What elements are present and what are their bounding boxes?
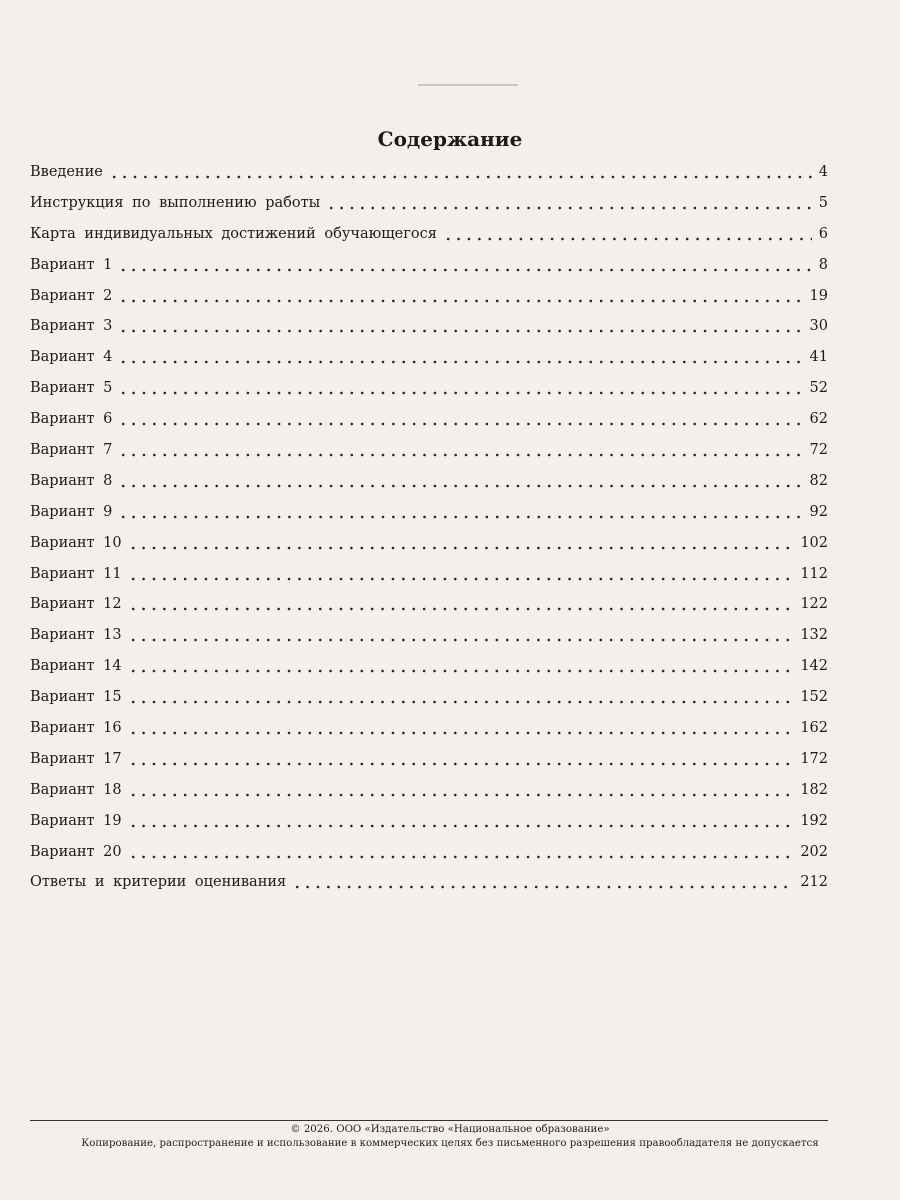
toc-entry-label: Вариант 6 [30,411,113,428]
toc-dot-leader [128,535,795,550]
toc-entry-label: Вариант 1 [30,256,113,273]
toc-entry [30,716,828,747]
table-of-contents [30,160,828,901]
toc-entry-label: Вариант 15 [30,689,122,706]
toc-entry [30,809,828,840]
toc-entry [30,284,828,315]
toc-dot-leader [118,443,803,458]
toc-entry-label: Вариант 9 [30,503,113,520]
toc-entry-label: Инструкция по выполнению работы [30,194,321,211]
toc-entry-page-number: 5 [818,194,828,211]
toc-entry-label: Вариант 5 [30,380,113,397]
toc-entry-page-number: 152 [800,689,828,706]
toc-entry-label: Вариант 11 [30,565,122,582]
toc-entry-label: Вариант 17 [30,750,122,767]
toc-entry-page-number: 182 [800,781,828,798]
toc-entry-page-number: 132 [800,627,828,644]
footer-notice: Копирование, распространение и использование в коммерческих целях без письменного разрешения правообладателя не допускается [81,1138,819,1149]
toc-entry-page-number: 212 [800,874,828,891]
footer-divider [30,1120,828,1121]
toc-entry [30,592,828,623]
toc-entry-label: Карта индивидуальных достижений обучающегося [30,225,437,242]
toc-entry-page-number: 41 [809,349,828,366]
toc-entry-page-number: 102 [800,534,828,551]
toc-dot-leader [326,195,812,210]
toc-entry-page-number: 142 [800,658,828,675]
toc-entry [30,376,828,407]
toc-entry-label: Введение [30,164,103,180]
toc-dot-leader [128,659,795,674]
toc-dot-leader [118,319,803,334]
toc-entry-label: Вариант 8 [30,472,113,489]
toc-entry-page-number: 30 [809,318,828,335]
toc-dot-leader [128,813,795,828]
toc-entry [30,345,828,376]
toc-entry [30,531,828,562]
toc-dot-leader [128,566,795,581]
toc-dot-leader [118,412,803,427]
toc-entry-page-number: 82 [809,472,828,489]
toc-entry [30,685,828,716]
toc-dot-leader [443,226,812,241]
toc-entry [30,623,828,654]
toc-entry-page-number: 4 [818,164,828,180]
toc-dot-leader [118,288,803,303]
toc-entry-page-number: 112 [800,565,828,582]
toc-entry-label: Вариант 12 [30,596,122,613]
toc-entry [30,469,828,500]
toc-entry-page-number: 52 [809,380,828,397]
toc-entry [30,191,828,222]
toc-entry-label: Вариант 4 [30,349,113,366]
toc-entry [30,562,828,593]
toc-entry-label: Вариант 7 [30,442,113,459]
toc-entry [30,654,828,685]
top-decorative-rule [418,84,518,86]
toc-entry [30,407,828,438]
toc-entry-page-number: 202 [800,843,828,860]
toc-entry-page-number: 62 [809,411,828,428]
toc-entry-page-number: 162 [800,720,828,737]
toc-entry [30,222,828,253]
toc-entry-page-number: 172 [800,750,828,767]
toc-entry [30,840,828,871]
toc-entry-label: Вариант 18 [30,781,122,798]
toc-entry-page-number: 72 [809,442,828,459]
toc-dot-leader [292,875,794,890]
toc-entry-label: Вариант 10 [30,534,122,551]
toc-entry-label: Вариант 20 [30,843,122,860]
toc-entry-label: Вариант 19 [30,812,122,829]
page-title: Содержание [377,127,523,152]
toc-dot-leader [118,504,803,519]
toc-entry-page-number: 8 [818,256,828,273]
toc-entry-page-number: 19 [809,287,828,304]
toc-entry-page-number: 6 [818,225,828,242]
toc-dot-leader [118,381,803,396]
toc-dot-leader [118,257,812,272]
toc-entry-label: Вариант 16 [30,720,122,737]
toc-entry-page-number: 92 [809,503,828,520]
toc-dot-leader [128,690,795,705]
toc-entry [30,253,828,284]
toc-entry [30,160,828,191]
toc-entry-label: Вариант 14 [30,658,122,675]
toc-entry [30,778,828,809]
toc-dot-leader [109,165,812,180]
footer-copyright: © 2026. ООО «Издательство «Национальное образование» [290,1124,610,1135]
toc-dot-leader [128,597,795,612]
toc-entry [30,314,828,345]
toc-entry-page-number: 192 [800,812,828,829]
toc-entry-label: Вариант 2 [30,287,113,304]
toc-entry [30,438,828,469]
toc-dot-leader [128,782,795,797]
toc-dot-leader [128,751,795,766]
toc-dot-leader [118,350,803,365]
toc-entry-label: Ответы и критерии оценивания [30,874,287,891]
toc-entry [30,500,828,531]
toc-dot-leader [118,473,803,488]
toc-dot-leader [128,721,795,736]
toc-entry [30,870,828,901]
toc-dot-leader [128,628,795,643]
toc-entry [30,747,828,778]
toc-entry-label: Вариант 3 [30,318,113,335]
toc-dot-leader [128,844,795,859]
toc-entry-label: Вариант 13 [30,627,122,644]
toc-entry-page-number: 122 [800,596,828,613]
